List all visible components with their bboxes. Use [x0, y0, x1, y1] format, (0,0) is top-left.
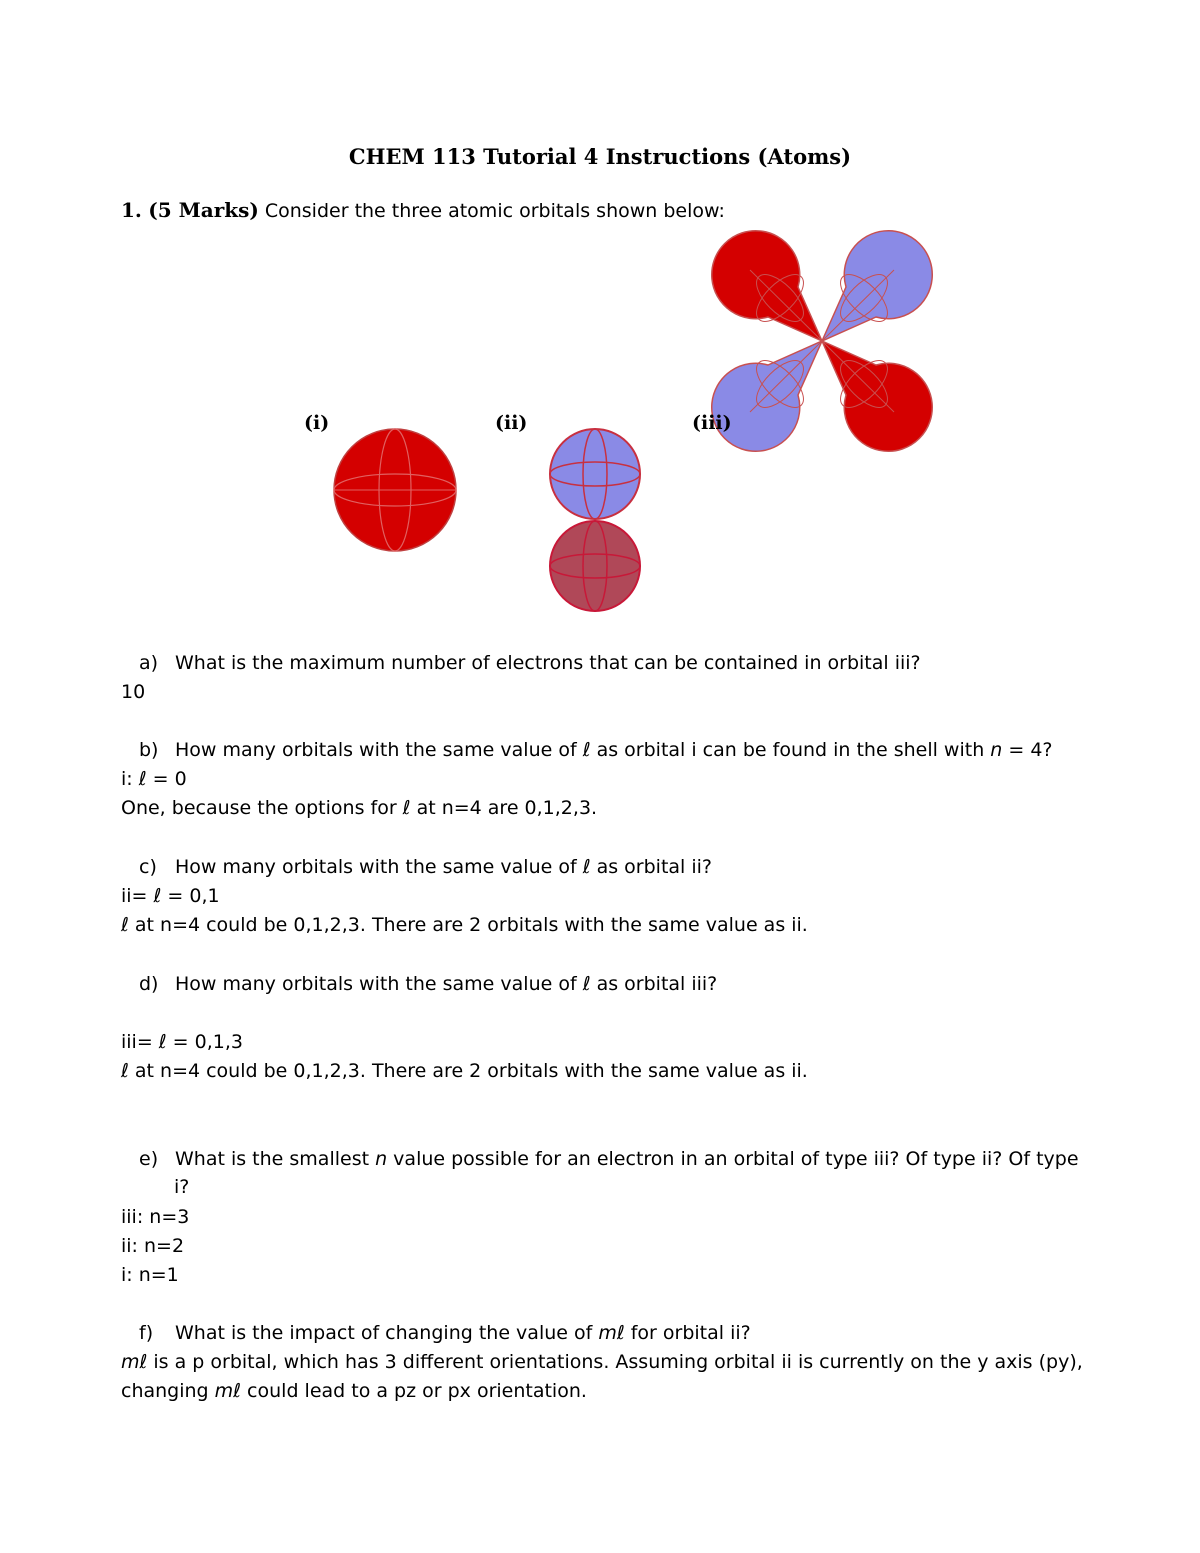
answer-f2-pre: changing — [121, 1380, 215, 1402]
question-f-letter: f) — [139, 1322, 154, 1344]
answer-d-line-2: ℓ at n=4 could be 0,1,2,3. There are 2 orbitals with the same value as ii. — [121, 1060, 808, 1082]
question-c-letter: c) — [139, 856, 157, 878]
orbital-iii-lobe-top-right — [822, 231, 932, 341]
question-f-text-pre: What is the impact of changing the value of — [175, 1322, 599, 1344]
question-f-m: mℓ — [598, 1322, 625, 1344]
question-c-text: How many orbitals with the same value of ℓ as orbital ii? — [175, 856, 712, 878]
question-marks: (5 Marks) — [148, 198, 259, 222]
question-f-text-post: for orbital ii? — [624, 1322, 751, 1344]
question-text: Consider the three atomic orbitals shown below: — [258, 200, 725, 222]
answer-f-m: mℓ — [121, 1351, 148, 1373]
question-f — [139, 1322, 751, 1344]
orbital-label-ii: (ii) — [495, 412, 528, 434]
answer-f-line-2 — [121, 1380, 587, 1402]
page-title: CHEM 113 Tutorial 4 Instructions (Atoms) — [348, 144, 852, 169]
answer-f2-post: could lead to a pz or px orientation. — [241, 1380, 587, 1402]
question-d-letter: d) — [139, 973, 159, 995]
answer-c-line-1: ii= ℓ = 0,1 — [121, 885, 220, 907]
orbital-ii-upper-lobe — [550, 429, 640, 519]
question-e-continuation: i? — [174, 1176, 190, 1198]
orbital-label-i: (i) — [304, 412, 330, 434]
answer-e-line-3: i: n=1 — [121, 1264, 179, 1286]
orbitals-figure — [0, 0, 1200, 640]
question-e-letter: e) — [139, 1148, 159, 1170]
answer-d-line-1: iii= ℓ = 0,1,3 — [121, 1031, 243, 1053]
question-number: 1. — [121, 198, 142, 222]
question-b-n: n — [990, 739, 1003, 761]
answer-b-line-1: i: ℓ = 0 — [121, 768, 187, 790]
question-b-text-post: = 4? — [1002, 739, 1053, 761]
question-e-n: n — [375, 1148, 388, 1170]
question-e-text-pre: What is the smallest — [175, 1148, 376, 1170]
orbital-iii-lobe-bottom-right — [822, 341, 932, 451]
answer-f2-m: mℓ — [214, 1380, 242, 1402]
answer-f-line-1 — [121, 1351, 1083, 1373]
orbital-label-iii: (iii) — [692, 412, 732, 434]
answer-c-line-2: ℓ at n=4 could be 0,1,2,3. There are 2 orbitals with the same value as ii. — [121, 914, 808, 936]
answer-a: 10 — [121, 681, 146, 703]
orbital-ii-lower-lobe — [550, 521, 640, 611]
question-a — [139, 652, 921, 674]
question-d-text: How many orbitals with the same value of ℓ as orbital iii? — [175, 973, 718, 995]
answer-f-text: is a p orbital, which has 3 different orientations. Assuming orbital ii is currently on the y axis (py), — [147, 1351, 1083, 1373]
question-d — [139, 973, 717, 995]
orbital-iii-lobe-bottom-left — [712, 341, 822, 451]
question-b — [139, 739, 1053, 761]
question-a-letter: a) — [139, 652, 159, 674]
answer-e-line-1: iii: n=3 — [121, 1206, 190, 1228]
orbital-i-sphere — [334, 429, 456, 551]
question-a-text: What is the maximum number of electrons that can be contained in orbital iii? — [175, 652, 921, 674]
answer-b-line-2: One, because the options for ℓ at n=4 are 0,1,2,3. — [121, 797, 598, 819]
answer-e-line-2: ii: n=2 — [121, 1235, 185, 1257]
orbital-iii-lobe-top-left — [712, 231, 822, 341]
question-b-text-pre: How many orbitals with the same value of ℓ as orbital i can be found in the shell with — [175, 739, 991, 761]
question-e-text-post: value possible for an electron in an orbital of type iii? Of type ii? Of type — [387, 1148, 1079, 1170]
question-b-letter: b) — [139, 739, 159, 761]
question-e — [139, 1148, 1079, 1170]
question-c — [139, 856, 712, 878]
